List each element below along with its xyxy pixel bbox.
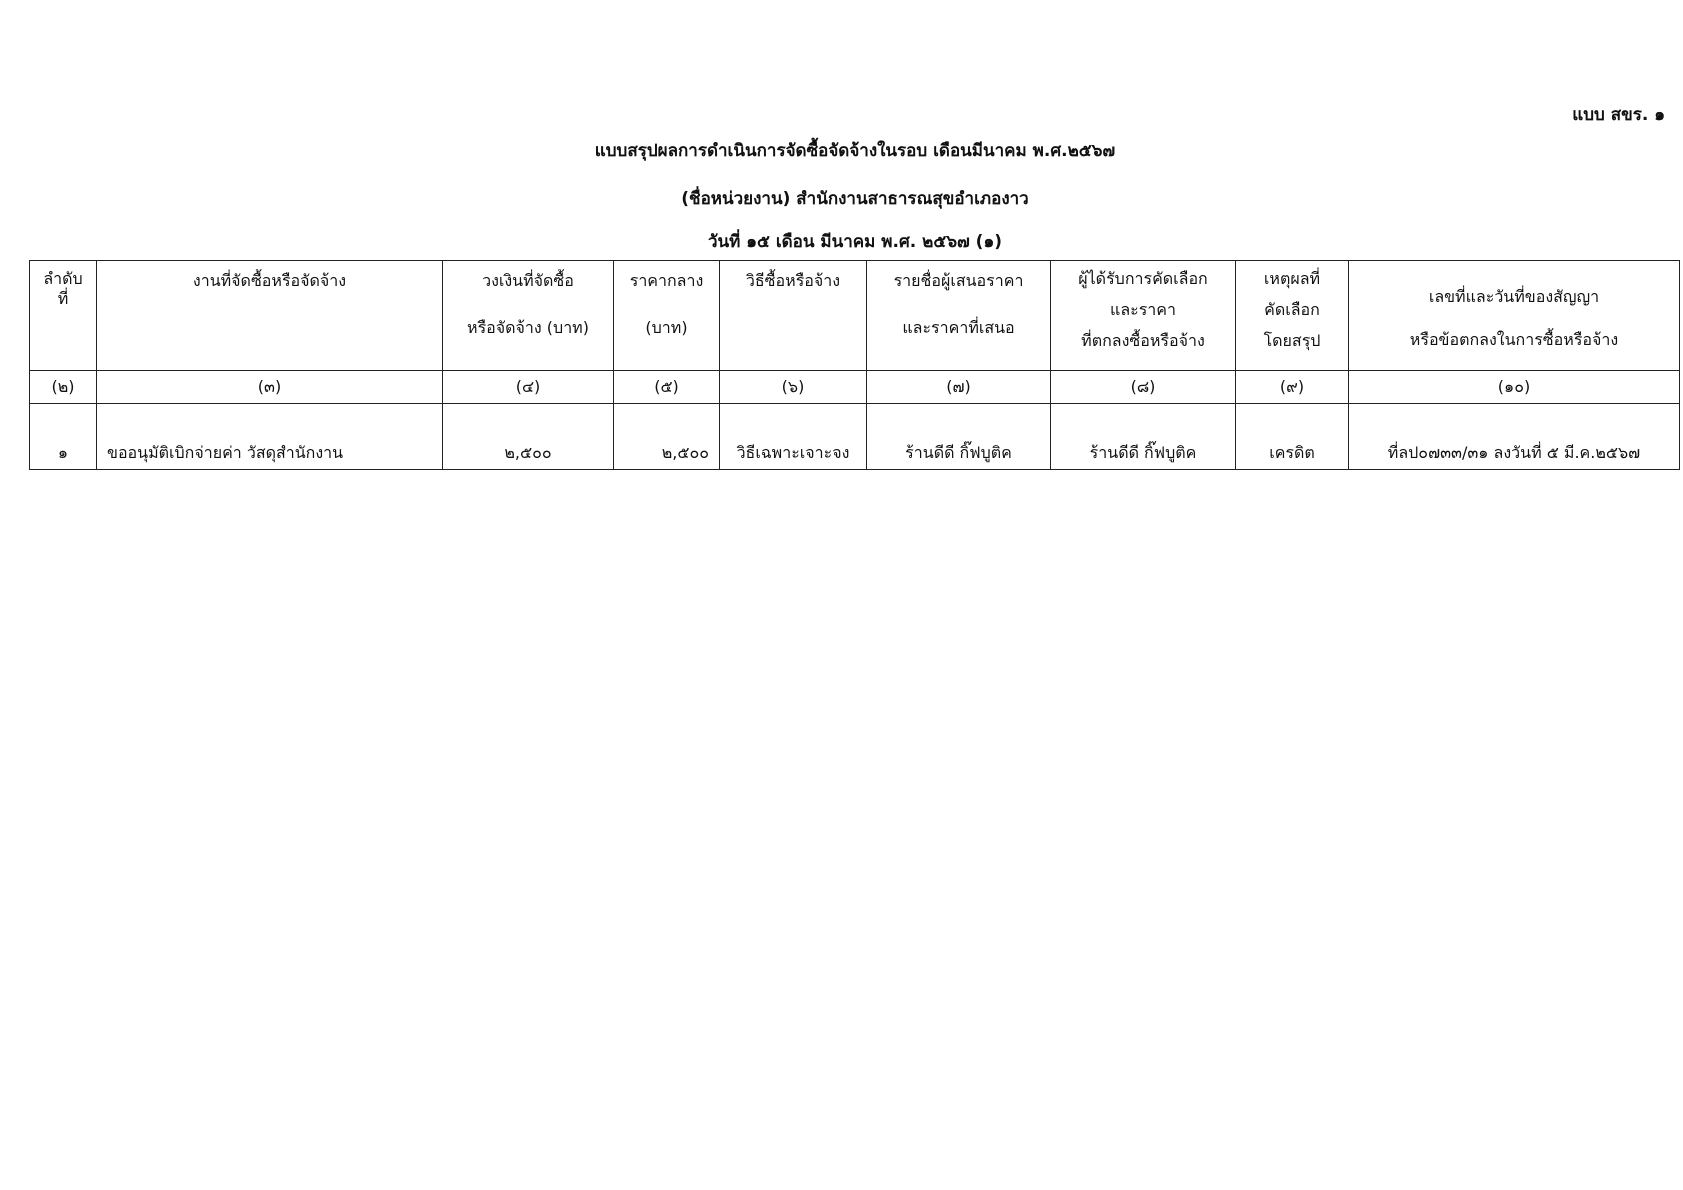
- cell-item: ขออนุมัติเบิกจ่ายค่า วัสดุสำนักงาน: [97, 404, 443, 470]
- cell-budget: ๒,๕๐๐: [443, 404, 614, 470]
- col-number: (๔): [443, 371, 614, 404]
- cell-bidders: ร้านดีดี กิ๊ฟบูติค: [867, 404, 1051, 470]
- report-date: วันที่ ๑๕ เดือน มีนาคม พ.ศ. ๒๕๖๗ (๑): [707, 232, 1003, 252]
- col-number: (๒): [30, 371, 97, 404]
- col-number: (๖): [720, 371, 867, 404]
- col-header-contract: เลขที่และวันที่ของสัญญา หรือข้อตกลงในการซื้อหรือจ้าง: [1349, 261, 1680, 371]
- agency-name: (ชื่อหน่วยงาน) สำนักงานสาธารณสุขอำเภองาว: [681, 189, 1029, 209]
- cell-no: ๑: [30, 404, 97, 470]
- col-number: (๕): [614, 371, 720, 404]
- col-number: (๓): [97, 371, 443, 404]
- column-number-row: [30, 371, 1680, 404]
- col-header-budget: วงเงินที่จัดซื้อ หรือจัดจ้าง (บาท): [443, 261, 614, 371]
- cell-method: วิธีเฉพาะเจาะจง: [720, 404, 867, 470]
- col-header-reason: เหตุผลที่ คัดเลือก โดยสรุป: [1236, 261, 1349, 371]
- cell-reason: เครดิต: [1236, 404, 1349, 470]
- col-number: (๘): [1051, 371, 1236, 404]
- cell-contract: ที่ลป๐๗๓๓/๓๑ ลงวันที่ ๕ มี.ค.๒๕๖๗: [1349, 404, 1680, 470]
- col-number: (๙): [1236, 371, 1349, 404]
- form-code: แบบ สขร. ๑: [1572, 105, 1665, 125]
- header-row: [30, 261, 1680, 371]
- col-number: (๑๐): [1349, 371, 1680, 404]
- col-header-no: ลำดับ ที่: [30, 261, 97, 371]
- report-title: แบบสรุปผลการดำเนินการจัดซื้อจัดจ้างในรอบ เดือนมีนาคม พ.ศ.๒๕๖๗: [594, 141, 1116, 161]
- col-header-winner: ผู้ได้รับการคัดเลือก และราคา ที่ตกลงซื้อหรือจ้าง: [1051, 261, 1236, 371]
- col-number: (๗): [867, 371, 1051, 404]
- col-header-median-price: ราคากลาง (บาท): [614, 261, 720, 371]
- table-row: [30, 404, 1680, 470]
- cell-winner: ร้านดีดี กิ๊ฟบูติค: [1051, 404, 1236, 470]
- procurement-table: [29, 260, 1680, 470]
- col-header-item: งานที่จัดซื้อหรือจัดจ้าง: [97, 261, 443, 371]
- cell-median-price: ๒,๕๐๐: [614, 404, 720, 470]
- col-header-method: วิธีซื้อหรือจ้าง: [720, 261, 867, 371]
- col-header-bidders: รายชื่อผู้เสนอราคา และราคาที่เสนอ: [867, 261, 1051, 371]
